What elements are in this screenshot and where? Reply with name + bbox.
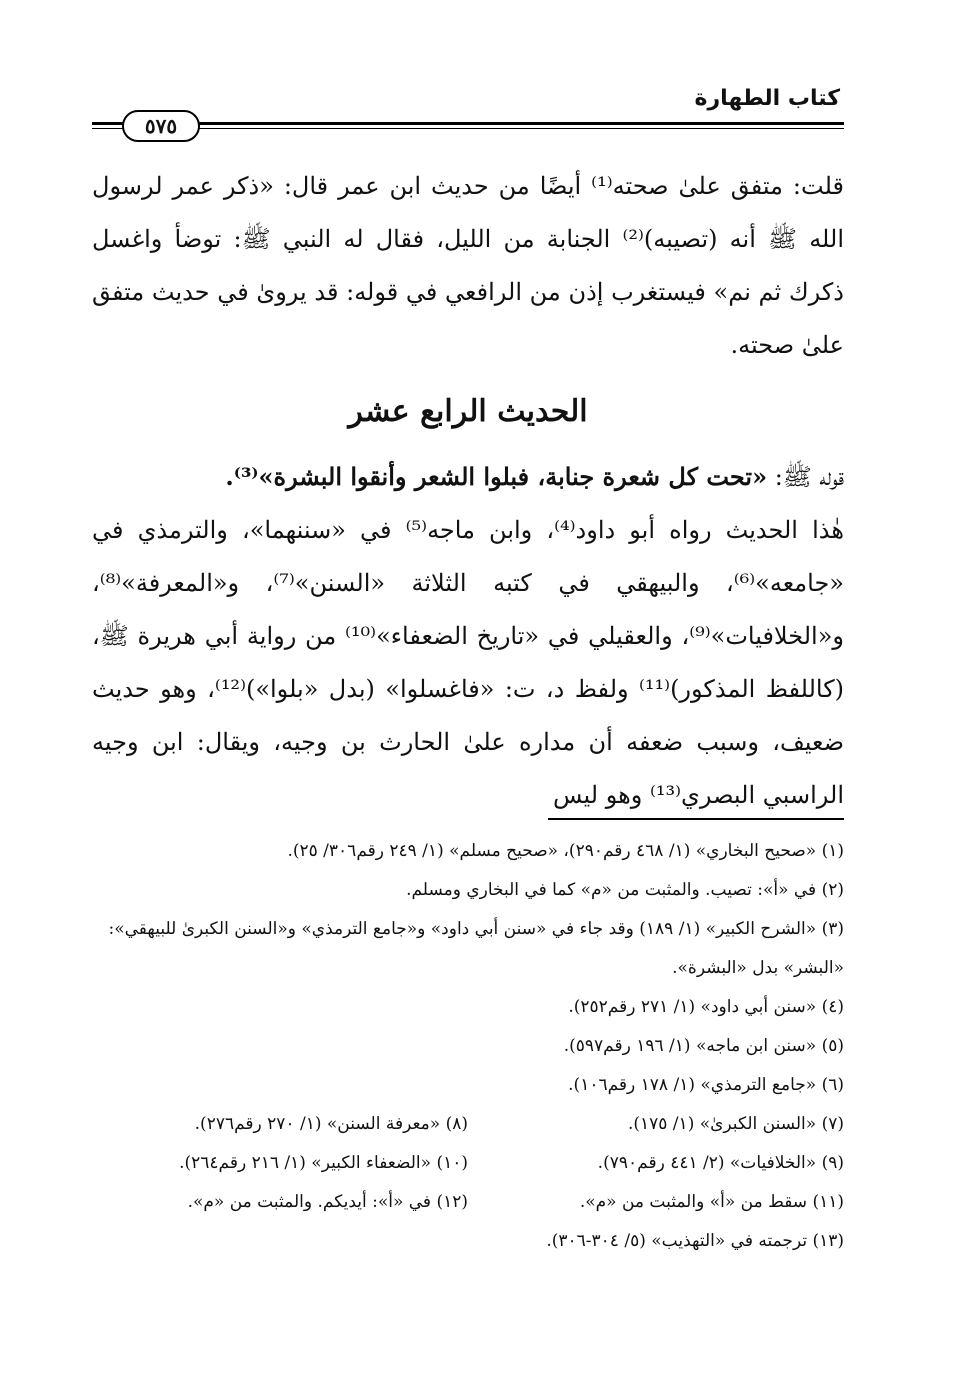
footnote-2: (٢) في «أ»: تصيب. والمثبت من «م» كما في البخاري ومسلم.: [406, 880, 844, 900]
footnote-row: [92, 1183, 844, 1222]
footnote-separator: [548, 818, 844, 820]
header-rule-thin: [92, 128, 844, 129]
footnote-8: (٨) «معرفة السنن» (١/ ٢٧٠ رقم٢٧٦).: [194, 1114, 468, 1134]
paragraph-opening: [92, 160, 844, 372]
footnote-13: (١٣) ترجمته في «التهذيب» (٥/ ٣٠٤-٣٠٦).: [546, 1231, 844, 1251]
footnote-row: [92, 1144, 844, 1183]
paragraph-text: هٰذا الحديث رواه أبو داود⁽⁴⁾، وابن ماجه⁽⁵⁾ في «سننهما»، والترمذي في «جامعه»⁽⁶⁾، والبيهقي في كتبه الثلاثة «السنن»⁽⁷⁾، و«المعرفة»⁽⁸⁾، و«الخلافيات»⁽⁹⁾، والعقيلي في «تاريخ الضعفاء»⁽¹⁰⁾ من رواية أبي هريرة ﷺ، (كاللفظ المذكور)⁽¹¹⁾ ولفظ د، ت: «فاغسلوا» (بدل «بلوا»)⁽¹²⁾، وهو حديث ضعيف، وسبب ضعفه أن مداره علىٰ الحارث بن وجيه، ويقال: ابن وجيه الراسبي البصري⁽¹³⁾ وهو ليس: [92, 516, 845, 809]
footnote-11: (١١) سقط من «أ» والمثبت من «م».: [579, 1192, 844, 1212]
footnote-12: (١٢) في «أ»: أيديكم. والمثبت من «م».: [187, 1192, 468, 1212]
hadith-intro: قوله ﷺ:: [767, 463, 844, 491]
section-heading: الحديث الرابع عشر: [348, 394, 588, 429]
header-rule-thick: [92, 122, 844, 125]
page-number: ٥٧٥: [122, 110, 200, 142]
paragraph-hadith: [92, 450, 844, 822]
footnote-6: (٦) «جامع الترمذي» (١/ ١٧٨ رقم١٠٦).: [568, 1075, 844, 1095]
footnote-4: (٤) «سنن أبي داود» (١/ ٢٧١ رقم٢٥٢).: [568, 997, 844, 1017]
footnote-10: (١٠) «الضعفاء الكبير» (١/ ٢١٦ رقم٢٦٤).: [179, 1153, 468, 1173]
chapter-title: كتاب الطهارة: [694, 86, 840, 111]
footnote-row: [92, 1105, 844, 1144]
footnote-9: (٩) «الخلافيات» (٢/ ٤٤١ رقم٧٩٠).: [597, 1153, 844, 1173]
footnote-5: (٥) «سنن ابن ماجه» (١/ ١٩٦ رقم٥٩٧).: [563, 1036, 844, 1056]
footnotes: [92, 832, 844, 1261]
footnote-1: (١) «صحيح البخاري» (١/ ٤٦٨ رقم٢٩٠)، «صحيح مسلم» (١/ ٢٤٩ رقم٣٠٦/ ٢٥).: [287, 841, 844, 861]
footnote-3: (٣) «الشرح الكبير» (١/ ١٨٩) وقد جاء في «سنن أبي داود» و«جامع الترمذي» و«السنن الكبرىٰ للبيهقي»: «البشر» بدل «البشرة».: [108, 919, 844, 978]
hadith-quote: «تحت كل شعرة جنابة، فبلوا الشعر وأنقوا البشرة»⁽³⁾.: [225, 462, 768, 491]
hadith-line: [92, 450, 844, 504]
footnote-7: (٧) «السنن الكبرىٰ» (١/ ١٧٥).: [627, 1114, 844, 1134]
paragraph-text: قلت: متفق علىٰ صحته⁽¹⁾ أيضًا من حديث ابن عمر قال: «ذكر عمر لرسول الله ﷺ أنه (تصيبه)⁽²⁾ الجنابة من الليل، فقال له النبي ﷺ: توضأ واغسل ذكرك ثم نم» فيستغرب إذن من الرافعي في قوله: قد يروىٰ في حديث متفق علىٰ صحته.: [92, 172, 845, 359]
